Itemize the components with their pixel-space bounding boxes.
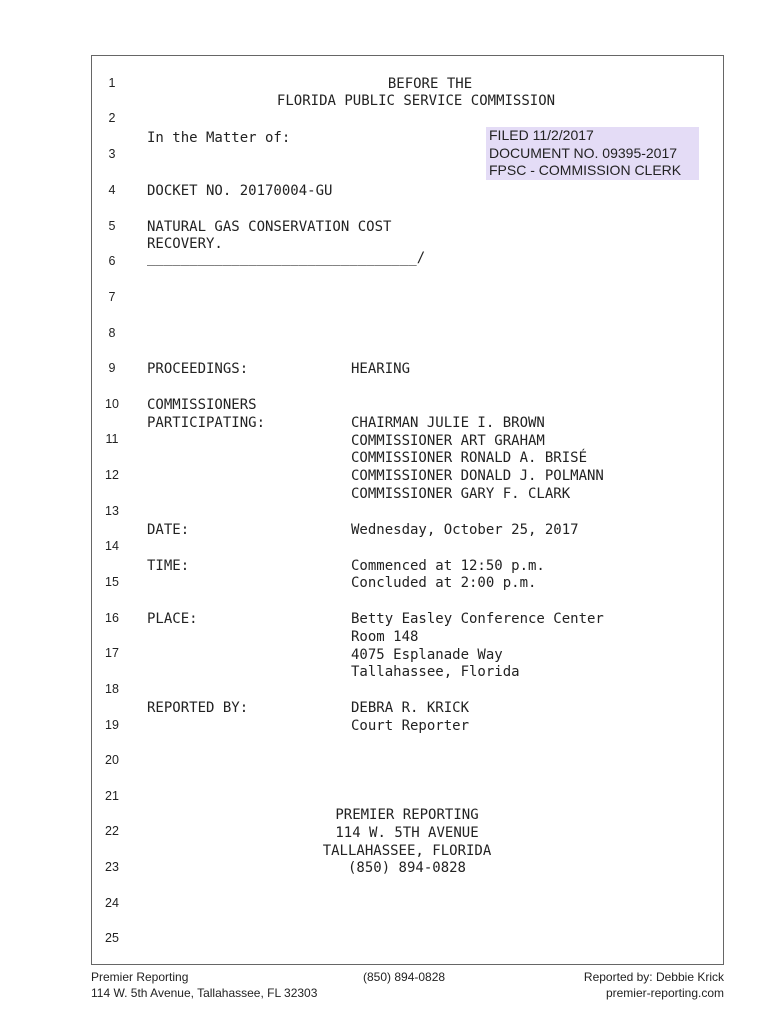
stamp-clerk: FPSC - COMMISSION CLERK xyxy=(489,162,682,178)
matter-title-line1: NATURAL GAS CONSERVATION COST xyxy=(147,219,392,235)
footer-reported-by: Reported by: Debbie Krick xyxy=(583,970,724,984)
place-line: 4075 Esplanade Way xyxy=(351,647,503,663)
header-before-the: BEFORE THE xyxy=(387,76,473,92)
stamp-filed-date: FILED 11/2/2017 xyxy=(489,127,594,143)
line-number: 3 xyxy=(108,147,116,161)
date-label: DATE: xyxy=(147,522,190,538)
line-number: 7 xyxy=(108,290,116,304)
line-number: 5 xyxy=(108,219,116,233)
line-number: 23 xyxy=(105,860,119,874)
commissioner-name: CHAIRMAN JULIE I. BROWN xyxy=(351,415,545,431)
line-number: 12 xyxy=(105,468,119,482)
reporter-role: Court Reporter xyxy=(351,718,470,734)
line-number: 15 xyxy=(105,575,119,589)
footer-phone: (850) 894-0828 xyxy=(363,970,446,984)
signature-rule: ________________________________/ xyxy=(147,250,426,266)
header-commission: FLORIDA PUBLIC SERVICE COMMISSION xyxy=(276,93,556,109)
footer-firm-address: 114 W. 5th Avenue, Tallahassee, FL 32303 xyxy=(91,986,318,1000)
firm-city: TALLAHASSEE, FLORIDA xyxy=(322,843,492,859)
time-commenced: Commenced at 12:50 p.m. xyxy=(351,558,545,574)
line-number: 22 xyxy=(105,824,119,838)
line-number: 9 xyxy=(108,361,116,375)
matter-intro: In the Matter of: xyxy=(147,130,291,146)
line-number: 8 xyxy=(108,326,116,340)
line-number: 24 xyxy=(105,896,119,910)
line-number: 19 xyxy=(105,718,119,732)
line-number: 6 xyxy=(108,254,116,268)
time-label: TIME: xyxy=(147,558,190,574)
line-number: 17 xyxy=(105,646,119,660)
line-number: 18 xyxy=(105,682,119,696)
line-number: 1 xyxy=(108,76,116,90)
firm-phone: (850) 894-0828 xyxy=(347,860,466,876)
firm-name: PREMIER REPORTING xyxy=(335,807,479,823)
reported-by-label: REPORTED BY: xyxy=(147,700,249,716)
line-number: 16 xyxy=(105,611,119,625)
place-line: Betty Easley Conference Center xyxy=(351,611,604,627)
docket-number: DOCKET NO. 20170004-GU xyxy=(147,183,333,199)
stamp-document-number: DOCUMENT NO. 09395-2017 xyxy=(489,144,678,161)
commissioner-name: COMMISSIONER ART GRAHAM xyxy=(351,433,545,449)
place-line: Room 148 xyxy=(351,629,419,645)
line-number: 2 xyxy=(108,111,116,125)
commissioners-label-line2: PARTICIPATING: xyxy=(147,415,266,431)
line-number: 21 xyxy=(105,789,119,803)
place-line: Tallahassee, Florida xyxy=(351,664,520,680)
line-number: 13 xyxy=(105,504,119,518)
commissioner-name: COMMISSIONER RONALD A. BRISÉ xyxy=(351,450,588,466)
line-number: 11 xyxy=(105,432,119,446)
line-number: 14 xyxy=(105,539,119,553)
matter-title-line2: RECOVERY. xyxy=(147,236,223,252)
line-number: 10 xyxy=(105,397,119,411)
date-value: Wednesday, October 25, 2017 xyxy=(351,522,579,538)
line-number: 20 xyxy=(105,753,119,767)
commissioner-name: COMMISSIONER DONALD J. POLMANN xyxy=(351,468,604,484)
footer-website[interactable]: premier-reporting.com xyxy=(605,986,724,1000)
firm-street: 114 W. 5TH AVENUE xyxy=(335,825,479,841)
reporter-name: DEBRA R. KRICK xyxy=(351,700,470,716)
proceedings-label: PROCEEDINGS: xyxy=(147,361,249,377)
line-number: 4 xyxy=(108,183,116,197)
place-label: PLACE: xyxy=(147,611,198,627)
footer-firm-name: Premier Reporting xyxy=(91,970,189,984)
line-number: 25 xyxy=(105,931,119,945)
commissioner-name: COMMISSIONER GARY F. CLARK xyxy=(351,486,571,502)
commissioners-label-line1: COMMISSIONERS xyxy=(147,397,257,413)
filing-stamp xyxy=(486,127,699,180)
proceedings-value: HEARING xyxy=(351,361,411,377)
time-concluded: Concluded at 2:00 p.m. xyxy=(351,575,537,591)
